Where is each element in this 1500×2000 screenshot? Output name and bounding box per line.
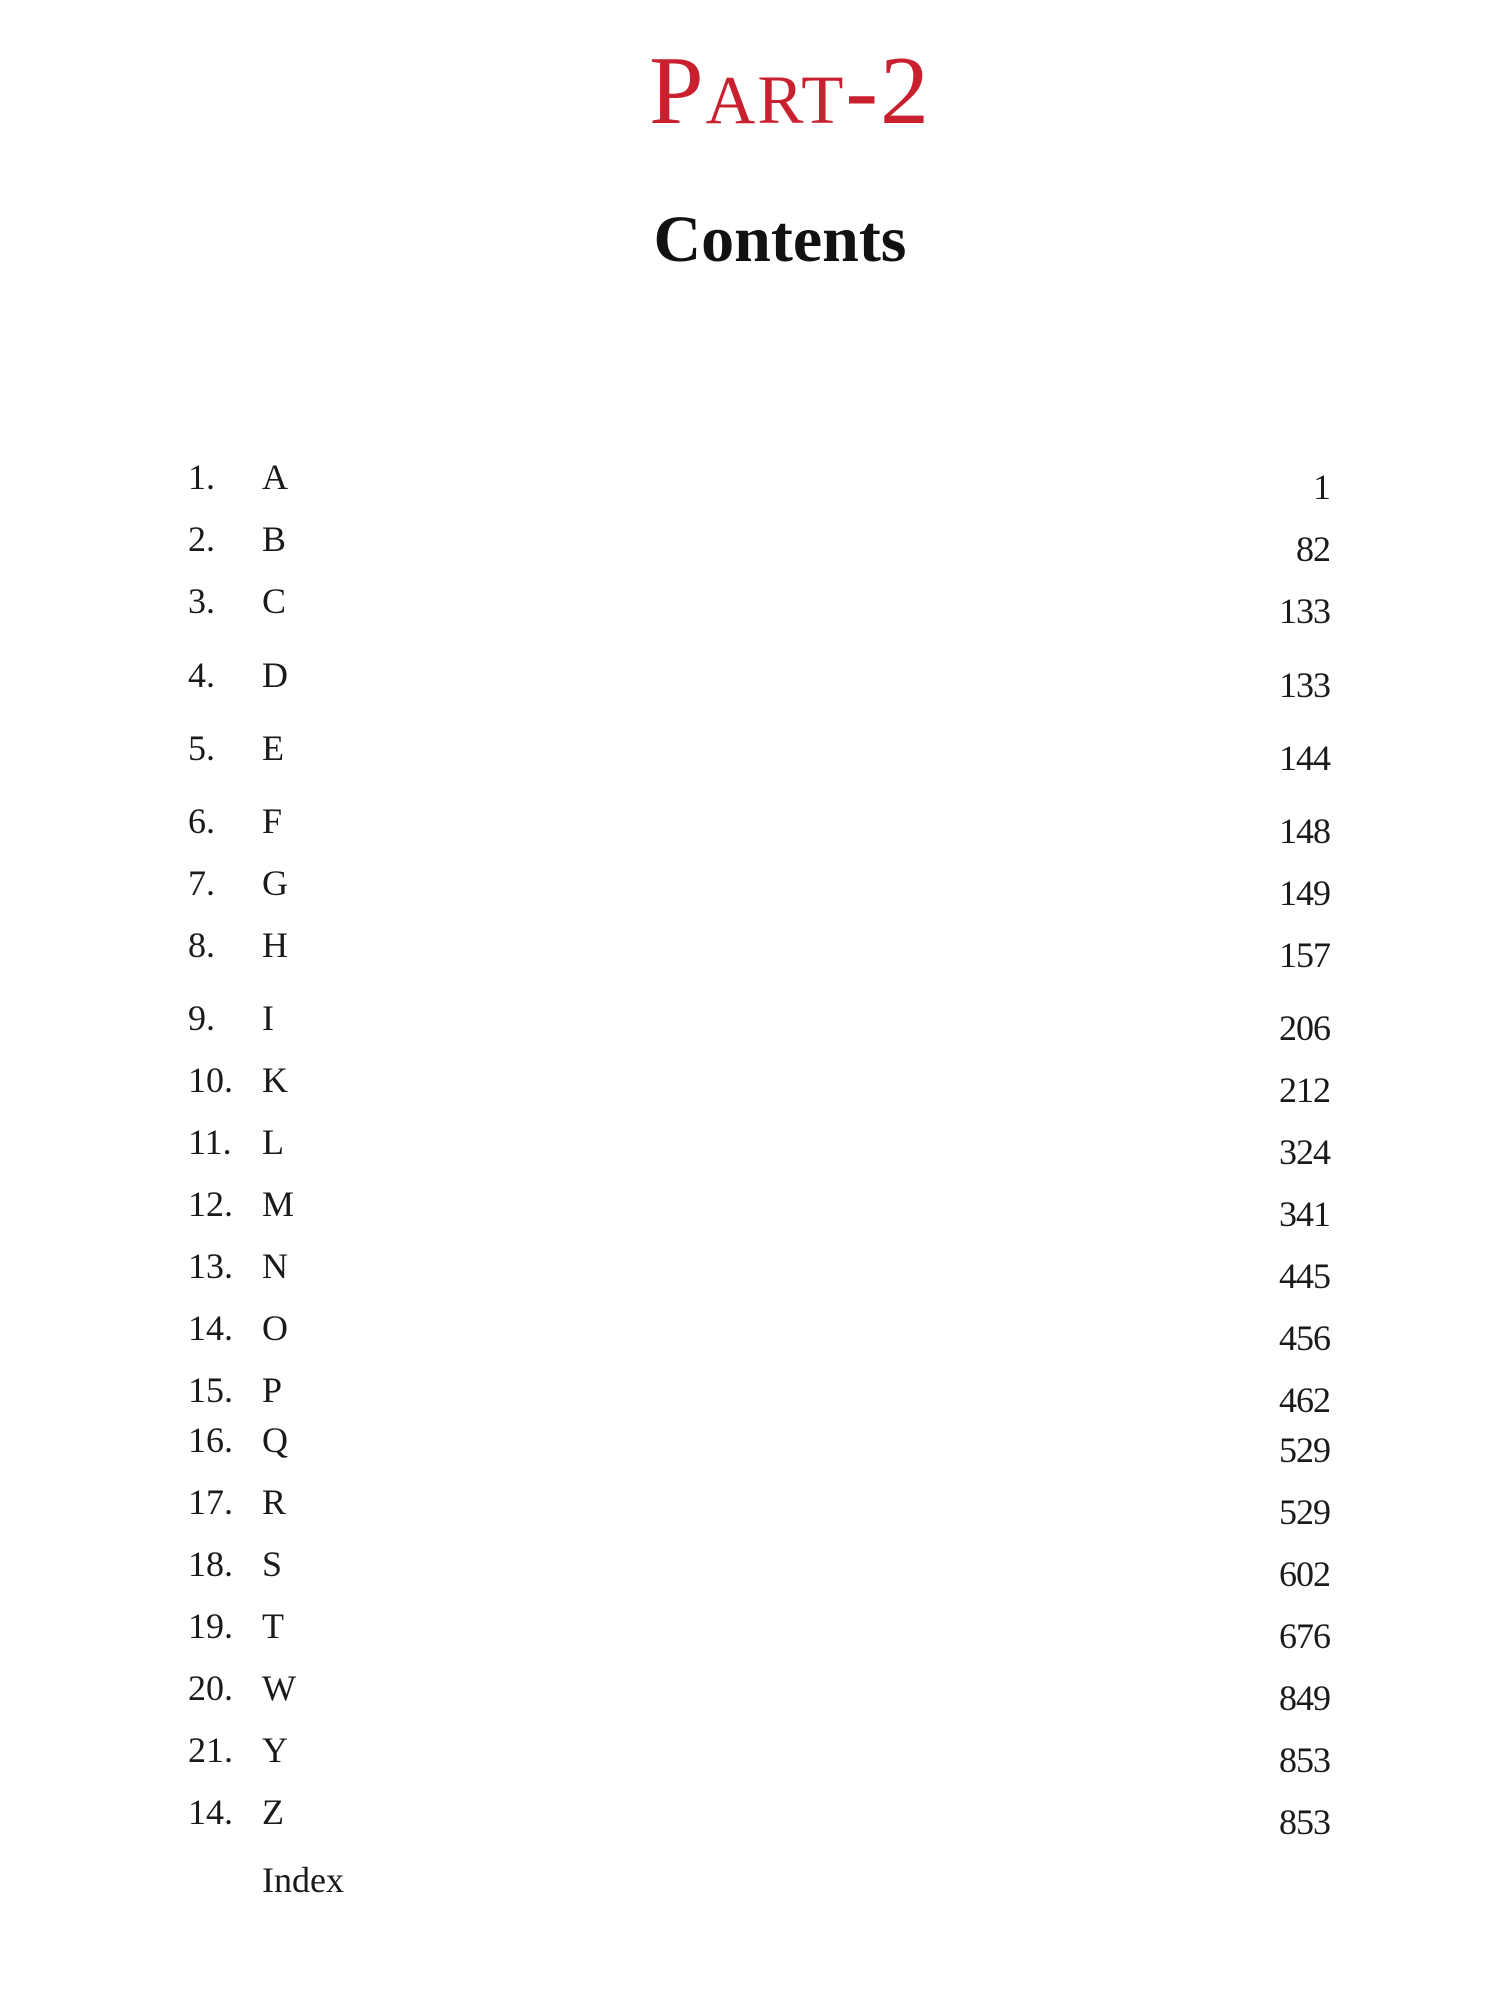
toc-entry[interactable] xyxy=(0,576,1500,631)
part-title: Part-2 xyxy=(649,37,931,145)
toc-entry-page: 853 xyxy=(1279,1802,1330,1842)
toc-entry-number: 12. xyxy=(188,1184,233,1224)
toc-entry-number: 4. xyxy=(188,655,215,695)
toc-entry-page: 149 xyxy=(1279,873,1330,913)
toc-entry[interactable] xyxy=(0,796,1500,851)
toc-entry-number: 10. xyxy=(188,1060,233,1100)
toc-entry-letter: Q xyxy=(262,1420,288,1460)
toc-entry-letter: D xyxy=(262,655,288,695)
toc-entry-number: 1. xyxy=(188,457,215,497)
toc-entry[interactable] xyxy=(0,993,1500,1048)
toc-entry[interactable] xyxy=(0,1477,1500,1532)
toc-entry[interactable] xyxy=(0,1055,1500,1110)
toc-entry-number: 2. xyxy=(188,519,215,559)
toc-entry-page: 529 xyxy=(1279,1492,1330,1532)
toc-entry-number: 7. xyxy=(188,863,215,903)
toc-entry-page: 212 xyxy=(1279,1070,1330,1110)
toc-entry-page: 853 xyxy=(1279,1740,1330,1780)
toc-entry-letter: W xyxy=(262,1668,296,1708)
toc-entry[interactable] xyxy=(0,858,1500,913)
toc-entry[interactable] xyxy=(0,723,1500,778)
toc-entry-number: 21. xyxy=(188,1730,233,1770)
toc-entry-number: 6. xyxy=(188,801,215,841)
toc-entry-letter: M xyxy=(262,1184,295,1224)
toc-entry-letter: N xyxy=(262,1246,288,1286)
toc-entry-letter: F xyxy=(262,801,283,841)
toc-entry-letter: A xyxy=(262,457,288,497)
toc-entry-number: 20. xyxy=(188,1668,233,1708)
toc-entry[interactable] xyxy=(0,1539,1500,1594)
toc-entry-page: 148 xyxy=(1279,811,1330,851)
toc-entry-letter: G xyxy=(262,863,288,903)
toc-entry-page: 676 xyxy=(1279,1616,1330,1656)
toc-entry-page: 1 xyxy=(1313,467,1330,507)
toc-entry-number: 16. xyxy=(188,1420,233,1460)
toc-entry-page: 602 xyxy=(1279,1554,1330,1594)
toc-entry-page: 157 xyxy=(1279,935,1330,975)
toc-entry-number: 13. xyxy=(188,1246,233,1286)
toc-entry-letter: O xyxy=(262,1308,288,1348)
toc-entry[interactable] xyxy=(0,650,1500,705)
toc-entry-page: 144 xyxy=(1279,738,1330,778)
toc-entry-letter: B xyxy=(262,519,287,559)
toc-entry-letter: I xyxy=(262,998,274,1038)
toc-entry-number: 11. xyxy=(188,1122,232,1162)
toc-entry-page: 341 xyxy=(1279,1194,1330,1234)
toc-entry[interactable] xyxy=(0,1415,1500,1470)
toc-index-entry[interactable]: Index xyxy=(262,1860,344,1900)
toc-entry[interactable] xyxy=(0,1241,1500,1296)
toc-entry-number: 3. xyxy=(188,581,215,621)
toc-entry-letter: T xyxy=(262,1606,284,1646)
toc-entry[interactable] xyxy=(0,1725,1500,1780)
toc-entry[interactable] xyxy=(0,1303,1500,1358)
toc-entry-page: 324 xyxy=(1279,1132,1330,1172)
toc-entry-number: 9. xyxy=(188,998,215,1038)
toc-entry-number: 5. xyxy=(188,728,215,768)
toc-entry-page: 445 xyxy=(1279,1256,1330,1296)
toc-entry-number: 15. xyxy=(188,1370,233,1410)
toc-entry-page: 133 xyxy=(1279,665,1330,705)
toc-entry-page: 462 xyxy=(1279,1380,1330,1420)
toc-entry[interactable] xyxy=(0,1663,1500,1718)
toc-entry-letter: R xyxy=(262,1482,287,1522)
toc-entry-letter: K xyxy=(262,1060,288,1100)
toc-entry-number: 18. xyxy=(188,1544,233,1584)
toc-entry-letter: L xyxy=(262,1122,284,1162)
toc-entry-number: 19. xyxy=(188,1606,233,1646)
toc-entry-letter: C xyxy=(262,581,287,621)
toc-entry[interactable] xyxy=(0,1787,1500,1842)
toc-entry-number: 14. xyxy=(188,1792,233,1832)
toc-entry-page: 456 xyxy=(1279,1318,1330,1358)
toc-entry-page: 133 xyxy=(1279,591,1330,631)
toc-entry-page: 529 xyxy=(1279,1430,1330,1470)
toc-entry[interactable] xyxy=(0,514,1500,569)
toc-entry[interactable] xyxy=(0,920,1500,975)
contents-title: Contents xyxy=(653,203,907,276)
toc-entry[interactable] xyxy=(0,1601,1500,1656)
toc-entry-page: 206 xyxy=(1279,1008,1330,1048)
toc-entry[interactable] xyxy=(0,452,1500,507)
toc-entry-number: 8. xyxy=(188,925,215,965)
toc-entry[interactable] xyxy=(0,1117,1500,1172)
toc-entry-letter: P xyxy=(262,1370,283,1410)
toc-entry-letter: H xyxy=(262,925,288,965)
toc-entry-letter: E xyxy=(262,728,284,768)
toc-entry-number: 14. xyxy=(188,1308,233,1348)
toc-entry-page: 82 xyxy=(1296,529,1330,569)
toc-entry-page: 849 xyxy=(1279,1678,1330,1718)
toc-entry-letter: S xyxy=(262,1544,283,1584)
toc-entry[interactable] xyxy=(0,1365,1500,1420)
toc-entry-number: 17. xyxy=(188,1482,233,1522)
toc-entry[interactable] xyxy=(0,1179,1500,1234)
toc-entry-letter: Z xyxy=(262,1792,284,1832)
toc-entry-letter: Y xyxy=(262,1730,288,1770)
